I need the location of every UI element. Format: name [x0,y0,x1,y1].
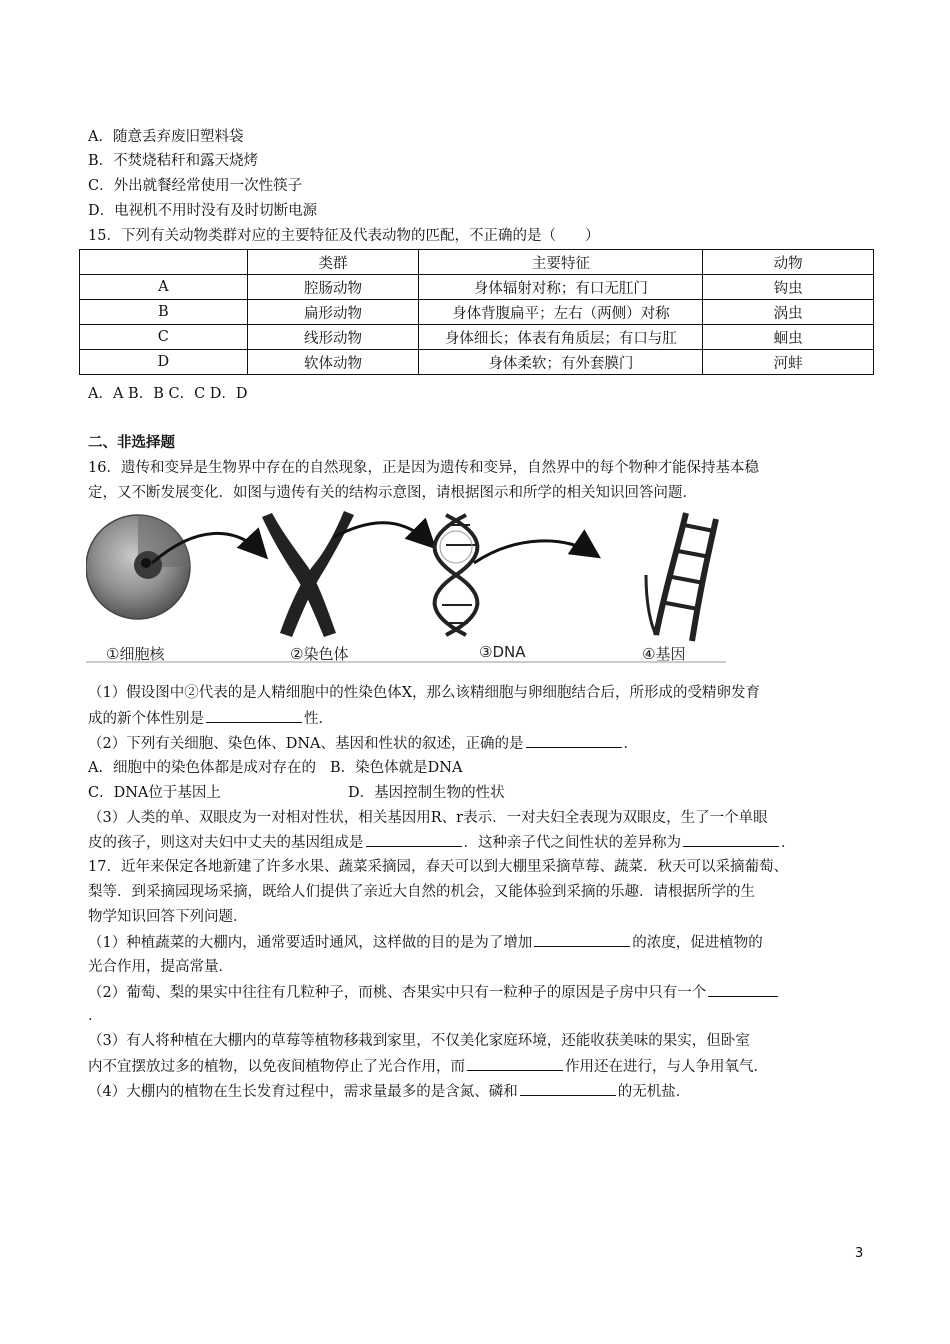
figure-label-nucleus: ①细胞核 [106,645,165,663]
text-span: （2）下列有关细胞、染色体、DNA、基因和性状的叙述，正确的是 [88,736,524,752]
text-span: 内不宜摆放过多的植物，以免夜间植物停止了光合作用，而 [88,1059,465,1075]
option-a: A．细胞中的染色体都是成对存在的 [88,760,316,776]
q17-stem-line2: 梨等．到采摘园现场采摘，既给人们提供了亲近大自然的机会，又能体验到采摘的乐趣．请根据所学的生 [88,884,755,900]
answer-blank[interactable] [520,1081,616,1096]
text-span: 性． [304,711,333,727]
page-number: 3 [855,1246,864,1261]
table-cell: 蛔虫 [703,325,874,350]
q16-part2 [88,733,638,754]
q16-part2-options-cd [88,783,505,803]
q15-stem: 15．下列有关动物类群对应的主要特征及代表动物的匹配，不正确的是（ ） [88,228,600,244]
option-c: C．DNA位于基因上 [88,785,221,801]
q14-option-b: B．不焚烧秸秆和露天烧烤 [88,153,259,169]
q14-option-c: C．外出就餐经常使用一次性筷子 [88,178,303,194]
chromosome-icon [262,511,354,637]
dna-helix-icon [435,515,478,635]
text-span: 成的新个体性别是 [88,711,204,727]
q16-part3-line1: （3）人类的单、双眼皮为一对相对性状，相关基因用R、r表示．一对夫妇全表现为双眼皮，生了一个单眼 [88,810,768,826]
answer-blank[interactable] [534,932,630,947]
table-row [80,300,874,325]
table-row [80,325,874,350]
heredity-structure-figure [86,505,726,665]
table-cell: 身体背腹扁平；左右（两侧）对称 [419,300,703,325]
arrow-icon [474,541,596,563]
table-cell: 身体柔软；有外套膜门 [419,350,703,375]
table-header-cell: 主要特征 [419,250,703,275]
q15-options: A．A B．B C．C D．D [88,386,248,402]
table-cell: 扁形动物 [247,300,419,325]
text-span: （1）种植蔬菜的大棚内，通常要适时通风，这样做的目的是为了增加 [88,935,533,951]
text-span: 皮的孩子，则这对夫妇中丈夫的基因组成是 [88,835,364,851]
q16-part1-line2 [88,708,333,729]
text-span: 作用还在进行，与人争用氧气． [565,1059,768,1075]
q17-part3-line2 [88,1056,768,1077]
table-cell: C [80,325,248,350]
q17-part4 [88,1081,690,1102]
q16-stem-line1: 16．遗传和变异是生物界中存在的自然现象，正是因为遗传和变异，自然界中的每个物种才能保持基本稳 [88,460,759,476]
table-cell: 涡虫 [703,300,874,325]
answer-blank[interactable] [708,982,778,997]
figure-label-chromosome: ②染色体 [290,645,349,663]
option-d: D．基因控制生物的性状 [348,785,505,801]
text-span: ． [781,835,796,851]
table-cell: 身体辐射对称；有口无肛门 [419,275,703,300]
text-span: ． [623,736,639,752]
table-header-cell: 类群 [247,250,419,275]
gene-segment-icon [646,513,716,641]
q17-part2-line2: ． [88,1008,103,1024]
q17-stem-line1: 17．近年来保定各地新建了许多水果、蔬菜采摘园，春天可以到大棚里采摘草莓、蔬菜．秋天可以采摘葡萄、 [88,859,788,875]
q16-stem-line2: 定，又不断发展变化．如图与遗传有关的结构示意图，请根据图示和所学的相关知识回答问题． [88,485,697,501]
q16-part3-line2 [88,832,796,853]
table-cell: 线形动物 [247,325,419,350]
table-cell: D [80,350,248,375]
table-header-row [80,250,874,275]
answer-blank[interactable] [683,832,779,847]
q14-option-a: A．随意丢弃废旧塑料袋 [88,129,244,145]
q17-stem-line3: 物学知识回答下列问题． [88,909,248,925]
text-span: （4）大棚内的植物在生长发育过程中，需求量最多的是含氮、磷和 [88,1084,518,1100]
figure-label-gene: ④基因 [642,645,686,663]
table-cell: 钩虫 [703,275,874,300]
cell-nucleus-icon [86,515,190,619]
q16-part1-line1: （1）假设图中②代表的是人精细胞中的性染色体X，那么该精细胞与卵细胞结合后，所形成的受精卵发育 [88,685,761,701]
table-cell: 身体细长；体表有角质层；有口与肛 [419,325,703,350]
table-header-cell [80,250,248,275]
table-cell: 软体动物 [247,350,419,375]
table-cell: B [80,300,248,325]
answer-blank[interactable] [526,733,622,748]
text-span: 的浓度，促进植物的 [632,935,763,951]
text-span: （2）葡萄、梨的果实中往往有几粒种子，而桃、杏果实中只有一粒种子的原因是子房中只有一个 [88,985,707,1001]
q17-part3-line1: （3）有人将种植在大棚内的草莓等植物移栽到家里，不仅美化家庭环境，还能收获美味的果实，但卧室 [88,1033,750,1049]
answer-blank[interactable] [206,708,302,723]
table-row [80,350,874,375]
q17-part2-line1 [88,982,780,1003]
q14-option-d: D．电视机不用时没有及时切断电源 [88,203,318,219]
table-row [80,275,874,300]
table-cell: 腔肠动物 [247,275,419,300]
text-span: 的无机盐． [617,1084,691,1100]
text-span: ．这种亲子代之间性状的差异称为 [463,835,681,851]
q16-part2-options-ab [88,758,462,778]
q15-table [79,249,874,375]
heredity-diagram-graphic [86,505,726,665]
figure-label-dna: ③DNA [479,643,526,661]
answer-blank[interactable] [467,1056,563,1071]
q17-part1-line2: 光合作用，提高常量． [88,959,233,975]
section-heading: 二、非选择题 [88,435,175,451]
table-cell: 河蚌 [703,350,874,375]
q17-part1-line1 [88,932,763,953]
arrow-icon [334,523,432,545]
table-cell: A [80,275,248,300]
answer-blank[interactable] [366,832,462,847]
option-b: B．染色体就是DNA [329,760,463,776]
table-header-cell: 动物 [703,250,874,275]
